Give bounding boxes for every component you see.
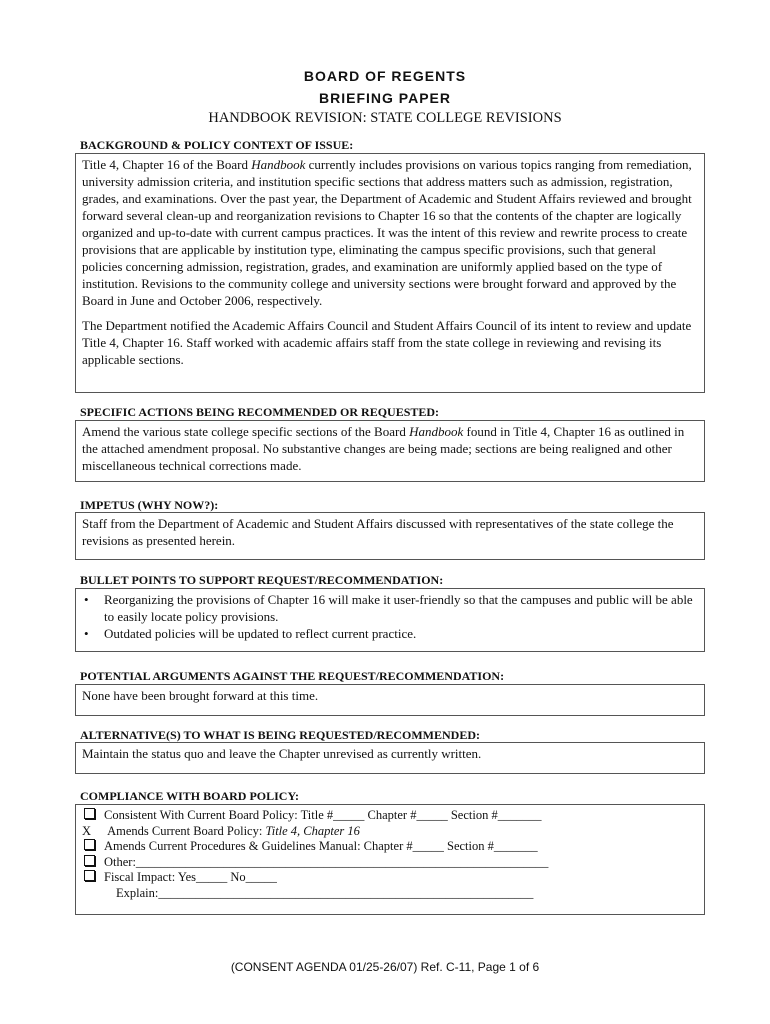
compliance-row-amends-policy: X Amends Current Board Policy: Title 4, Chapter 16: [82, 823, 360, 838]
bullet-icon: •: [84, 626, 89, 641]
compliance-heading: COMPLIANCE WITH BOARD POLICY:: [80, 789, 300, 803]
arguments-box: [75, 684, 705, 716]
bullet-list: [82, 591, 698, 642]
background-paragraph-1: Title 4, Chapter 16 of the Board Handbook currently includes provisions on various topics ranging from remediation, university admission criteria, and institution specific sections that address matters such as admission, registration, grades, and examinations. Over the past year, the Department of Academic and Student Affairs reviewed and brought forward several clean-up and reorganization revisions to Chapter 16 so that the contents of the chapter are logically organized and up-to-date with current campus practices. It was the intent of this review and rewrite process to create provisions that are applicable by institution type, eliminating the campus specific provisions, such that general policies concerning admission, registration, grades, and examination are uniformly applied based on the type of institution. Revisions to the community college and university sections were brought forward and approved by the Board in June and October 2006, respectively.: [82, 157, 692, 308]
alternatives-text: Maintain the status quo and leave the Chapter unrevised as currently written.: [82, 746, 482, 761]
bullet-icon: •: [84, 592, 89, 607]
actions-heading: SPECIFIC ACTIONS BEING RECOMMENDED OR REQUESTED:: [80, 405, 440, 419]
bullets-box: [75, 588, 705, 652]
compliance-row-other: Other:__________________________________________________________________: [82, 855, 698, 871]
arguments-heading: POTENTIAL ARGUMENTS AGAINST THE REQUEST/RECOMMENDATION:: [80, 669, 505, 683]
x-mark-icon: X: [82, 823, 92, 838]
compliance-row-procedures: Amends Current Procedures & Guidelines Manual: Chapter #_____ Section #_______: [82, 839, 698, 855]
impetus-text: Staff from the Department of Academic and Student Affairs discussed with representatives of the state college the revisions as presented herein.: [82, 516, 674, 548]
alternatives-box: [75, 742, 705, 774]
background-heading: BACKGROUND & POLICY CONTEXT OF ISSUE:: [80, 138, 354, 152]
list-item: • Outdated policies will be updated to reflect current practice.: [84, 626, 417, 641]
arguments-text: None have been brought forward at this time.: [82, 688, 319, 703]
handbook-revision-title: HANDBOOK REVISION: STATE COLLEGE REVISIONS: [208, 110, 562, 126]
compliance-box: [75, 804, 705, 915]
page-footer: (CONSENT AGENDA 01/25-26/07) Ref. C-11, Page 1 of 6: [230, 960, 540, 974]
impetus-heading: IMPETUS (WHY NOW?):: [80, 498, 219, 512]
compliance-row-fiscal-impact: Fiscal Impact: Yes_____ No_____: [82, 870, 698, 886]
document-title: BOARD OF REGENTS: [303, 68, 467, 84]
compliance-row-explain: Explain:____________________________________________________________: [116, 885, 534, 900]
checkbox-icon[interactable]: [84, 855, 95, 866]
checkbox-icon[interactable]: [84, 870, 95, 881]
actions-box: [75, 420, 705, 482]
actions-text: Amend the various state college specific sections of the Board Handbook found in Title 4, Chapter 16 as outlined in the attached amendment proposal. No substantive changes are being made; sections are being realigned and other miscellaneous technical corrections made.: [82, 424, 685, 473]
checkbox-icon[interactable]: [84, 808, 95, 819]
document-subtitle: BRIEFING PAPER: [319, 90, 451, 106]
compliance-row-consistent: Consistent With Current Board Policy: Title #_____ Chapter #_____ Section #_______: [82, 808, 698, 824]
background-paragraph-2: The Department notified the Academic Affairs Council and Student Affairs Council of its intent to review and update Title 4, Chapter 16. Staff worked with academic affairs staff from the state college in reviewing and revising its applicable sections.: [82, 318, 692, 367]
background-box: [75, 153, 705, 393]
checkbox-icon[interactable]: [84, 839, 95, 850]
alternatives-heading: ALTERNATIVE(S) TO WHAT IS BEING REQUESTED/RECOMMENDED:: [80, 728, 480, 742]
impetus-box: [75, 512, 705, 560]
bullets-heading: BULLET POINTS TO SUPPORT REQUEST/RECOMMENDATION:: [80, 573, 444, 587]
list-item: • Reorganizing the provisions of Chapter 16 will make it user-friendly so that the campuses and public will be able to easily locate policy provisions.: [84, 592, 693, 624]
